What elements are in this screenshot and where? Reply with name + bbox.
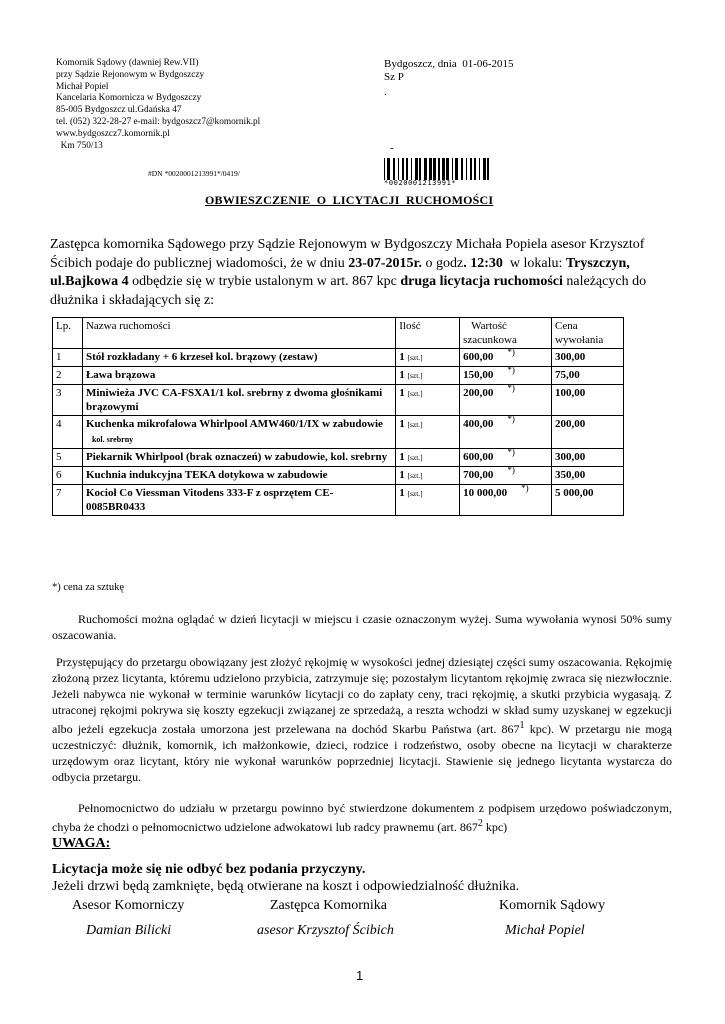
paragraph-deposit	[52, 654, 672, 785]
cell-value	[460, 449, 552, 467]
cell-qty	[396, 467, 460, 485]
header-lp: Lp.	[53, 318, 83, 349]
uwaga-line-2: Jeżeli drzwi będą zamknięte, będą otwierane na koszt i odpowiedzialność dłużnika.	[52, 879, 520, 894]
item-name: Miniwieża JVC CA-FSXA1/1 kol. srebrny z dwoma głośnikami brązowymi	[85, 387, 383, 413]
item-qty: 1	[399, 418, 405, 430]
cell-lp: 7	[53, 485, 83, 516]
date-block	[384, 58, 514, 84]
table-row	[53, 367, 624, 385]
item-unit: [szt.]	[407, 489, 423, 498]
cell-name	[82, 385, 395, 416]
cell-qty	[396, 416, 460, 449]
table-header-row	[53, 318, 624, 349]
item-star: *)	[507, 414, 515, 424]
signature-role-komornik: Komornik Sądowy	[499, 898, 606, 913]
cell-value	[460, 416, 552, 449]
item-price: 300,00	[555, 451, 586, 463]
uwaga-heading: UWAGA:	[52, 836, 111, 851]
office-line: 85-005 Bydgoszcz ul.Gdańska 47	[56, 105, 182, 116]
item-price: 300,00	[555, 351, 586, 363]
signature-name-komornik: Michał Popiel	[505, 923, 585, 938]
item-value: 150,00	[463, 369, 494, 381]
barcode-text: *0020001213991*	[384, 179, 457, 187]
proxy-text: Pełnomocnictwo do udziału w przetargu powinno być stwierdzone dokumentem z podpisem urzędowo poświadczonym, chyba że chodzi o pełnomocnictwo udzielone adwokatowi lub radcy prawnemu (art. 867	[52, 801, 672, 834]
item-value: 600,00	[463, 351, 494, 363]
header-dot: .	[384, 86, 387, 98]
item-price: 200,00	[555, 418, 586, 430]
item-price: 75,00	[555, 369, 580, 381]
item-price: 5 000,00	[555, 487, 594, 499]
item-qty: 1	[399, 469, 405, 481]
item-star: *)	[507, 365, 515, 375]
item-qty: 1	[399, 487, 405, 499]
uwaga-line-1: Licytacja może się nie odbyć bez podania przyczyny.	[52, 862, 366, 877]
item-star: *)	[507, 447, 515, 457]
item-name: Stół rozkładany + 6 krzeseł kol. brązowy (zestaw)	[85, 351, 318, 363]
item-qty: 1	[399, 369, 405, 381]
item-unit: [szt.]	[407, 389, 423, 398]
office-line: Kancelaria Komornicza w Bydgoszczy	[56, 93, 202, 104]
item-price: 100,00	[555, 387, 586, 399]
item-name: Ława brązowa	[85, 369, 156, 381]
item-star: *)	[507, 347, 515, 357]
cell-value	[460, 485, 552, 516]
cell-lp: 1	[53, 349, 83, 367]
cell-name	[82, 367, 395, 385]
barcode	[384, 158, 490, 187]
cell-qty	[396, 349, 460, 367]
item-unit: [szt.]	[407, 420, 423, 429]
page-number: 1	[356, 968, 364, 983]
dn-code: #DN *0020001213991*/0419/	[148, 169, 240, 178]
paragraph-viewing: Ruchomości można oglądać w dzień licytacji w miejscu i czasie oznaczonym wyżej. Suma wywołania wynosi 50% sumy oszacowania.	[52, 612, 672, 642]
item-name: Kuchnia indukcyjna TEKA dotykowa w zabudowie	[85, 469, 328, 481]
table-row	[53, 449, 624, 467]
table-row	[53, 485, 624, 516]
cell-value	[460, 349, 552, 367]
footnote: *) cena za sztukę	[52, 582, 124, 593]
header-value	[460, 318, 552, 349]
item-unit: [szt.]	[407, 471, 423, 480]
cell-qty	[396, 385, 460, 416]
item-name: Kocioł Co Viessman Vitodens 333-F z osprzętem CE-0085BR0433	[85, 487, 334, 513]
office-info	[56, 58, 260, 152]
auction-date: 23-07-2015r.	[348, 255, 422, 271]
item-value: 600,00	[463, 451, 494, 463]
table-row	[53, 385, 624, 416]
header-price-2: wywołania	[555, 334, 604, 346]
item-value: 400,00	[463, 418, 494, 430]
cell-lp: 2	[53, 367, 83, 385]
cell-price	[552, 485, 624, 516]
deposit-sup: 1	[519, 720, 525, 731]
cell-lp: 4	[53, 416, 83, 449]
header-value-2: szacunkowa	[463, 334, 517, 346]
items-table	[52, 317, 624, 516]
signature-name-asesor: Damian Bilicki	[86, 923, 172, 938]
item-value: 200,00	[463, 387, 494, 399]
item-unit: [szt.]	[407, 353, 423, 362]
office-line: www.bydgoszcz7.komornik.pl	[56, 128, 170, 139]
header-qty: Ilość	[396, 318, 460, 349]
item-name: Kuchenka mikrofalowa Whirlpool AMW460/1/IX w zabudowie	[85, 418, 383, 430]
cell-value	[460, 467, 552, 485]
cell-price	[552, 367, 624, 385]
item-name: Piekarnik Whirlpool (brak oznaczeń) w zabudowie, kol. srebrny	[85, 451, 388, 463]
auction-time: . 12:30	[463, 255, 503, 271]
barcode-image	[384, 158, 490, 180]
header-name: Nazwa ruchomości	[82, 318, 395, 349]
cell-price	[552, 385, 624, 416]
cell-value	[460, 385, 552, 416]
office-line: Michał Popiel	[56, 81, 109, 92]
intro-text: o godz	[421, 255, 464, 271]
office-line: tel. (052) 322-28-27 e-mail: bydgoszcz7@komornik.pl	[56, 116, 261, 127]
item-qty: 1	[399, 387, 405, 399]
intro-text: w lokalu:	[502, 255, 566, 271]
cell-price	[552, 467, 624, 485]
cell-name	[82, 416, 395, 449]
cell-name	[82, 485, 395, 516]
deposit-text: Przystępujący do przetargu obowiązany jest złożyć rękojmię w wysokości jednej dziesiątej części sumy oszacowania. Rękojmię złożoną przez licytanta, któremu udzielono przybicia, zatrzymuje się; pozostałym licytantom rękojmię zwraca się niezwłocznie. Jeżeli nabywca nie wykonał w terminie warunków licytacji co do zapłaty ceny, traci rękojmię, a skutki przybicia wygasają. Z utraconej rękojmi pokrywa się koszty egzekucji związanej ze sprzedażą, a reszta wchodzi w skład sumy uzyskanej w egzekucji albo jeżeli egzekucja została umorzona jest przelewana na dochód Skarbu Państwa (art. 867	[52, 655, 672, 736]
item-sub: kol. srebrny	[91, 435, 134, 444]
item-star: *)	[521, 483, 529, 493]
item-star: *)	[507, 383, 515, 393]
cell-qty	[396, 449, 460, 467]
proxy-text: kpc)	[482, 820, 508, 834]
office-line: Komornik Sądowy (dawniej Rew.VII)	[56, 58, 199, 68]
auction-type: druga licytacja ruchomości	[400, 274, 563, 289]
table-row	[53, 349, 624, 367]
cell-name	[82, 349, 395, 367]
cell-lp: 6	[53, 467, 83, 485]
table-row	[53, 416, 624, 449]
cell-qty	[396, 367, 460, 385]
cell-price	[552, 349, 624, 367]
date-line: Bydgoszcz, dnia 01-06-2015	[384, 58, 514, 70]
office-line: przy Sądzie Rejonowym w Bydgoszczy	[56, 69, 205, 80]
cell-price	[552, 449, 624, 467]
document-title: OBWIESZCZENIE O LICYTACJI RUCHOMOŚCI	[205, 193, 494, 207]
auction-place: Tryszczyn, ul.Bajkowa 4	[50, 255, 630, 289]
item-qty: 1	[399, 351, 405, 363]
intro-paragraph	[50, 236, 676, 310]
item-unit: [szt.]	[407, 371, 423, 380]
item-value: 10 000,00	[463, 487, 508, 499]
intro-text: odbędzie się w trybie ustalonym w art. 867 kpc	[128, 274, 401, 289]
cell-qty	[396, 485, 460, 516]
item-star: *)	[507, 465, 515, 475]
cell-lp: 5	[53, 449, 83, 467]
intro-text: należących do dłużnika i składających się z:	[50, 274, 647, 308]
cell-lp: 3	[53, 385, 83, 416]
header-value-1: Wartość	[471, 320, 507, 332]
deposit-text: kpc). W przetargu nie mogą uczestniczyć: dłużnik, komornik, ich małżonkowie, dzieci, rodzice i rodzeństwo, osoby obecne na licytacji w charakterze urzędowym oraz licytant, który nie wykonał warunków poprzedniej licytacji. Stawienie się jednego licytanta wystarcza do odbycia przetargu.	[52, 722, 672, 784]
item-value: 700,00	[463, 469, 494, 481]
signature-role-asesor: Asesor Komorniczy	[72, 898, 185, 913]
item-qty: 1	[399, 451, 405, 463]
header-price-1: Cena	[555, 320, 578, 332]
recipient-ref: Sz P	[384, 71, 404, 83]
cell-name	[82, 467, 395, 485]
cell-value	[460, 367, 552, 385]
proxy-sup: 2	[477, 818, 483, 829]
item-unit: [szt.]	[407, 453, 423, 462]
header-dash: -	[390, 142, 394, 154]
header-price	[552, 318, 624, 349]
cell-price	[552, 416, 624, 449]
item-price: 350,00	[555, 469, 586, 481]
paragraph-proxy	[52, 800, 672, 835]
signature-name-zastepca: asesor Krzysztof Ścibich	[257, 923, 394, 938]
table-row	[53, 467, 624, 485]
office-line: Km 750/13	[56, 140, 103, 151]
cell-name	[82, 449, 395, 467]
signature-role-zastepca: Zastępca Komornika	[270, 898, 388, 913]
intro-text: Zastępca komornika Sądowego przy Sądzie Rejonowym w Bydgoszczy Michała Popiela asesor Krzysztof Ścibich podaje do publicznej wiadomości, że w dniu	[50, 237, 645, 271]
